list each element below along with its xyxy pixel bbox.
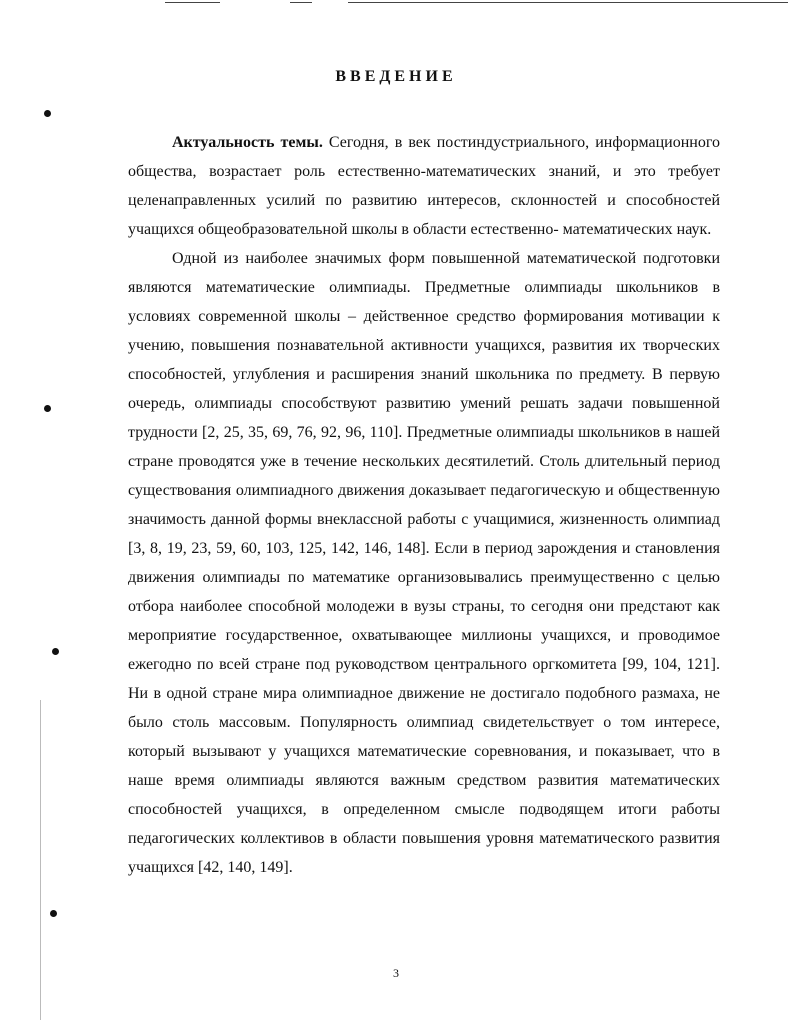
binder-hole-mark bbox=[44, 405, 51, 412]
binder-hole-mark bbox=[50, 910, 57, 917]
scan-top-line bbox=[290, 2, 312, 3]
scan-top-line bbox=[348, 2, 788, 3]
document-body bbox=[128, 128, 720, 882]
binder-hole-mark bbox=[52, 648, 59, 655]
paragraph-olympiads bbox=[128, 244, 720, 882]
binder-hole-mark bbox=[44, 110, 51, 117]
paragraph-text: Сегодня, в век постиндустриального, информационного общества, возрастает роль естественно-математических знаний, и это требует целенаправленных усилий по развитию интересов, склонностей и способностей учащихся общеобразовательной школы в области естественно- математических наук. bbox=[128, 134, 721, 238]
paragraph-lead: Актуальность темы. bbox=[172, 134, 323, 151]
scan-top-line bbox=[165, 2, 220, 3]
paragraph-relevance bbox=[128, 128, 720, 244]
paragraph-text: Одной из наиболее значимых форм повышенной математической подготовки являются математические олимпиады. Предметные олимпиады школьников в условиях современной школы – действенное средство формирования мотивации к учению, повышения познавательной активности учащихся, развития их творческих способностей, углубления и расширения знаний школьника по предмету. В первую очередь, олимпиады способствуют развитию умений решать задачи повышенной трудности [2, 25, 35, 69, 76, 92, 96, 110]. Предметные олимпиады школьников в нашей стране проводятся уже в течение нескольких десятилетий. Столь длительный период существования олимпиадного движения доказывает педагогическую и общественную значимость данной формы внеклассной работы с учащимися, жизненность олимпиад [3, 8, 19, 23, 59, 60, 103, 125, 142, 146, 148]. Если в период зарождения и становления движения олимпиады по математике организовывались преимущественно с целью отбора наиболее способной молодежи в вузы страны, то сегодня они предстают как мероприятие государственное, охватывающее миллионы учащихся, и проводимое ежегодно по всей стране под руководством центрального оргкомитета [99, 104, 121]. Ни в одной стране мира олимпиадное движение не достигало подобного размаха, не было столь массовым. Популярность олимпиад свидетельствует о том интересе, который вызывают у учащихся математические соревнования, и показывает, что в наше время олимпиады являются важным средством развития математических способностей учащихся, в определенном смысле подводящем итоги работы педагогических коллективов в области повышения уровня математического развития учащихся [42, 140, 149]. bbox=[128, 250, 720, 876]
page-title: ВВЕДЕНИЕ bbox=[335, 68, 457, 85]
page-number: 3 bbox=[393, 966, 399, 980]
